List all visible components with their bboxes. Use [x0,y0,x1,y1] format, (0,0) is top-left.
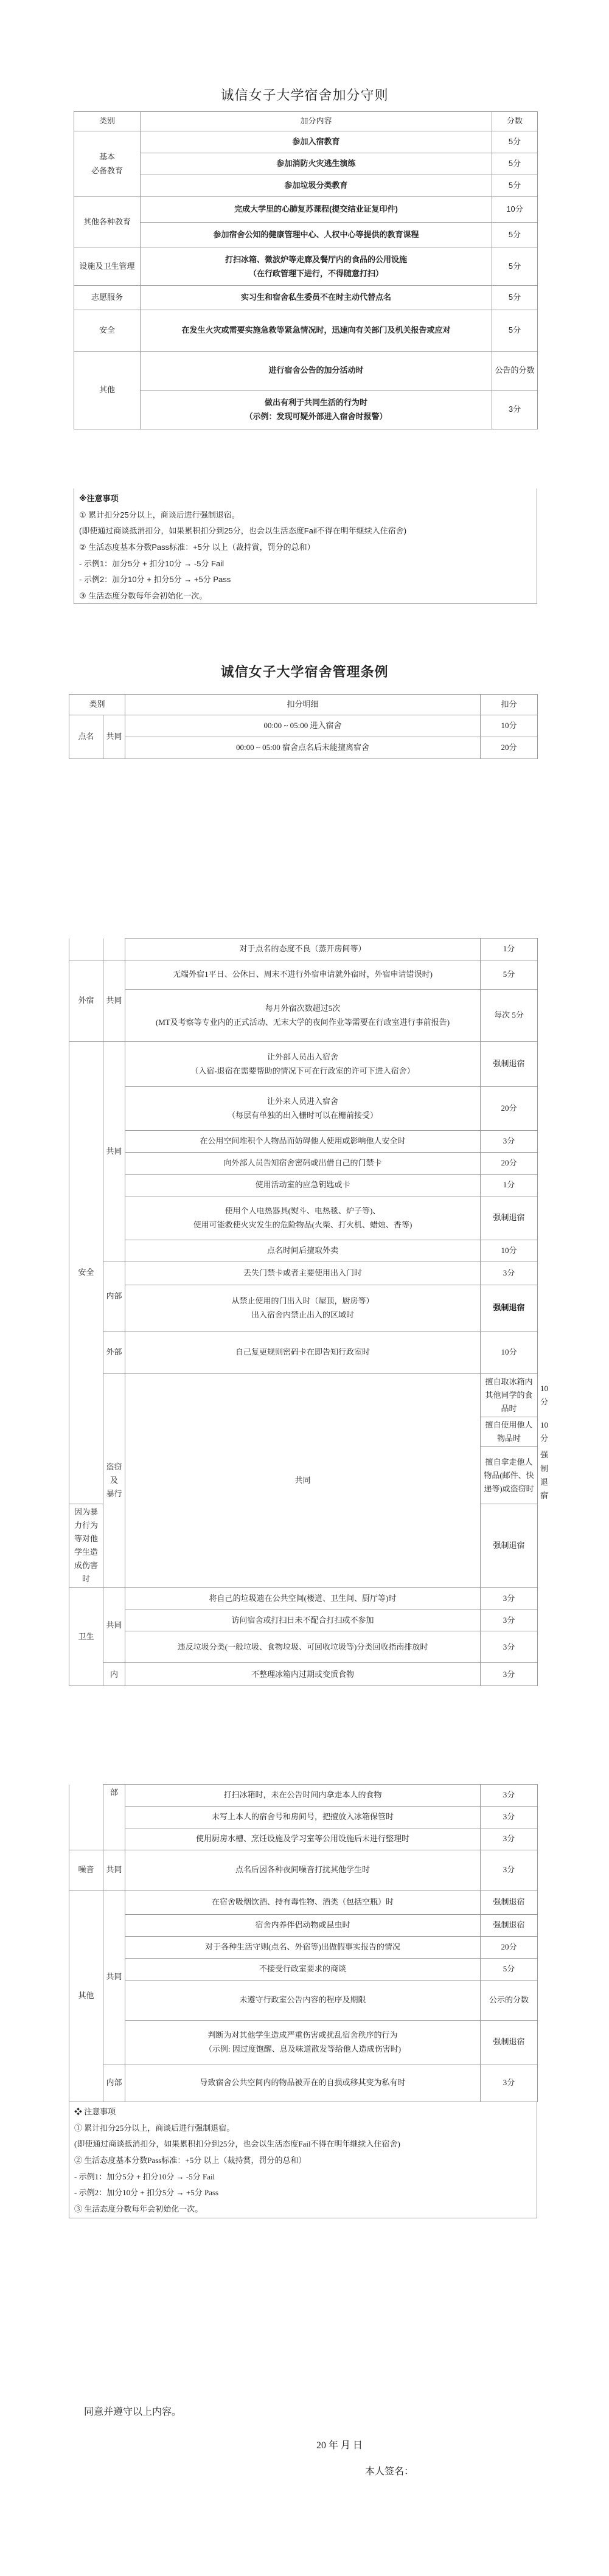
content-cell: 让外部人员出入宿舍 （入宿-退宿在需要帮助的情况下可在行政室的许可下进入宿舍） [125,1042,481,1087]
content-cell: 进行宿舍公告的加分活动时 [141,352,492,391]
note-line: - 示例2：加分10分 + 扣分5分 → +5分 Pass [74,2188,219,2198]
table-header [69,695,538,715]
score-cell: 5分 [481,960,538,990]
content-cell: 未遵守行政室公告内容的程序及期限 [125,1981,481,2021]
management-notes [69,2102,537,2218]
content-cell: 宿舍内养伴侣动物或昆虫时 [125,1915,481,1937]
category-cell: 外宿 [69,960,103,1042]
score-cell: 3分 [481,1785,538,1807]
content-cell: 擅自拿走他人物品(邮件、快递等)或盗窃时 [481,1447,538,1504]
score-cell: 强制退宿 [481,1915,538,1937]
table-row [69,2021,538,2064]
agreement-text: 同意并遵守以上内容。 [84,2407,182,2417]
score-cell: 3分 [481,1631,538,1663]
table-row [69,1087,538,1131]
sub-category-cell: 共同 [125,1374,481,1588]
category-cell: 志愿服务 [74,286,141,310]
table-row [69,1042,538,1087]
table-row [69,1890,538,1915]
category-cell: 噪音 [69,1850,103,1890]
score-cell: 3分 [481,2064,538,2102]
table-row: 盗窃 及 暴行 共同 擅自取冰箱内其他同学的食品时 10分 [69,1374,538,1417]
sub-category-cell: 内部 [103,1262,125,1331]
sub-category-cell: 外部 [103,1331,125,1374]
table-row [74,197,538,223]
table-row [69,715,538,737]
sub-category-cell: 内部 [103,2064,125,2102]
content-cell: 将自己的垃圾遗在公共空间(楼道、卫生间、厨厅等)时 [125,1588,481,1609]
table-row [69,1196,538,1240]
management-rules-table [69,694,538,759]
note-line: (即使通过商谈抵消扣分，如果累积扣分到25分，也会以生活态度Fail不得在明年继续入住宿舍) [74,2139,400,2149]
score-cell: 公告的分数 [492,352,538,391]
score-cell: 3分 [481,1663,538,1686]
score-cell: 5分 [492,286,538,310]
content-cell: 点名后因各种夜间噪音打扰其他学生时 [125,1850,481,1890]
note-line: ② 生活态度基本分数Pass标准：+5分 以上（裁持賞，罚分的总和） [79,542,315,552]
score-cell: 强制退宿 [481,1042,538,1087]
content-cell: 让外来人员进入宿舍 （每层有单独的出入栅时可以在栅前接受） [125,1087,481,1131]
table-row [69,1807,538,1828]
score-cell: 20分 [481,737,538,759]
content-cell: 使用个人电热器具(熨斗、电热毯、炉子等)、 使用可能救使火灾发生的危险物品(火柴、打火机、蜡烛、香等) [125,1196,481,1240]
table-row [69,990,538,1042]
content-cell: 擅自使用他人物品时 [481,1417,538,1447]
note-line: (即使通过商谈抵消扣分，如果累积扣分到25分，也会以生活态度Fail不得在明年继续入住宿舍) [79,526,407,536]
header-cell: 类别 [74,112,141,131]
score-cell: 强制退宿 [481,1890,538,1915]
score-cell: 强制退宿 [481,1196,538,1240]
table-row [69,1285,538,1331]
sub-category-cell: 共同 [103,1042,125,1262]
note-line: ② 生活态度基本分数Pass标准：+5分 以上（裁持賞，罚分的总和） [74,2155,307,2165]
sub-category-cell: 共同 [103,1890,125,2064]
content-cell: 使用厨房水槽、烹饪设施及学习室等公用设施后未进行整理时 [125,1828,481,1850]
table-row [69,1937,538,1959]
score-cell: 1分 [481,939,538,960]
notes-header: ❖ 注意事项 [74,2107,116,2116]
content-cell: 使用活动室的应急钥匙或卡 [125,1175,481,1196]
score-cell: 公示的分数 [481,1981,538,2021]
management-rules-table-continued [69,938,549,1686]
table-row [69,1175,538,1196]
table-row [69,1828,538,1850]
category-cell: 安全 [69,1042,103,1504]
category-cell: 其他 [74,352,141,429]
table-row [69,939,538,960]
score-cell: 5分 [492,131,538,153]
content-cell: 因为暴力行为等对他学生造成伤害时 [69,1504,103,1588]
content-cell: 向外部人员告知宿舍密码或出借自己的门禁卡 [125,1153,481,1175]
score-cell: 强制退宿 [481,1285,538,1331]
table-row [69,1240,538,1262]
note-line: - 示例1：加分5分 + 扣分10分 → -5分 Fail [79,558,224,568]
score-cell: 5分 [481,1959,538,1981]
table-header [74,112,538,131]
score-cell: 5分 [492,223,538,248]
table-row [74,175,538,197]
sub-category-cell: 共同 [103,960,125,1042]
score-cell: 3分 [481,1828,538,1850]
score-cell: 5分 [492,153,538,175]
bonus-notes [74,488,537,604]
content-cell: 在公用空间堆积个人物品而妨碍他人使用或影响他人安全时 [125,1131,481,1153]
table-row [69,1959,538,1981]
content-cell: 参加消防火灾逃生演练 [141,153,492,175]
content-cell: 00:00 ~ 05:00 进入宿舍 [125,715,481,737]
content-cell: 在宿舍吸烟饮酒、持有毒性物、酒类（包括空瓶）时 [125,1890,481,1915]
content-cell: 参加入宿教育 [141,131,492,153]
content-cell: 无端外宿1平日、公休日、周末不进行外宿申请就外宿时，外宿申请错误时) [125,960,481,990]
category-cell: 安全 [74,310,141,352]
bonus-rules-title: 诚信女子大学宿舍加分守则 [220,88,389,103]
table-row [69,737,538,759]
score-cell: 3分 [481,1807,538,1828]
score-cell: 20分 [481,1087,538,1131]
note-line: ① 累计扣分25分以上，商谈后进行强制退宿。 [74,2123,235,2133]
content-cell: 判断为对其他学生造成严重伤害或扰乱宿舍秩序的行为 （示例: 因过度饱醒、息及味道散发等给他人造成伤害时) [125,2021,481,2064]
score-cell: 3分 [481,1262,538,1285]
score-cell: 每次 5分 [481,990,538,1042]
score-cell: 5分 [492,248,538,286]
content-cell: 00:00 ~ 05:00 宿舍点名后未能擅离宿舍 [125,737,481,759]
table-row [69,1131,538,1153]
bonus-rules-table [74,111,538,429]
note-line: ③ 生活态度分数每年会初始化一次。 [79,591,207,600]
header-cell: 分数 [492,112,538,131]
score-cell: 3分 [481,1609,538,1631]
content-cell: 点名时间后擅取外卖 [125,1240,481,1262]
sub-category-cell: 部 [103,1785,125,1850]
score-cell: 5分 [492,175,538,197]
table-row [69,1663,538,1686]
score-cell: 3分 [481,1588,538,1609]
content-cell: 从禁止使用的门出入时（屋顶，厨房等） 出入宿舍内禁止出入的区域时 [125,1285,481,1331]
signature-line: 本人签名： [365,2467,414,2477]
table-row [69,1850,538,1890]
score-cell: 强制退宿 [481,2021,538,2064]
content-cell: 打扫冰箱时，未在公告时间内拿走本人的食物 [125,1785,481,1807]
note-line: - 示例1：加分5分 + 扣分10分 → -5分 Fail [74,2172,215,2181]
content-cell: 打扫冰箱、微波炉等走廊及餐厅内的食品的公用设施 （在行政管理下进行，不得随意打扫） [141,248,492,286]
content-cell: 对于点名的态度不良（蒸开房间等） [125,939,481,960]
sub-category-cell: 内 [103,1663,125,1686]
notes-header: ※注意事项 [79,494,119,503]
table-row [69,1588,538,1609]
content-cell: 参加宿舍公知的健康管理中心、人权中心等提供的教育课程 [141,223,492,248]
content-cell: 自己复更规则密码卡在即告知行政室时 [125,1331,481,1374]
score-cell: 20分 [481,1153,538,1175]
table-row [69,1262,538,1285]
category-cell: 设施及卫生管理 [74,248,141,286]
score-cell: 10分 [492,197,538,223]
header-cell: 加分内容 [141,112,492,131]
score-cell: 10分 [481,1240,538,1262]
table-row [69,2064,538,2102]
note-line: - 示例2：加分10分 + 扣分5分 → +5分 Pass [79,575,231,585]
table-row [69,1609,538,1631]
content-cell: 违反垃圾分类(一般垃圾、食物垃圾、可回收垃圾等)分类回收指南排放时 [125,1631,481,1663]
table-row [74,131,538,153]
content-cell: 不整理冰箱内过期或变质食物 [125,1663,481,1686]
note-line: ① 累计扣分25分以上，商谈后进行强制退宿。 [79,510,240,519]
sub-category-cell: 共同 [103,1588,125,1663]
header-cell: 扣分明细 [125,695,481,715]
table-row [74,286,538,310]
management-rules-table-continued-2 [69,1784,538,2102]
table-row [69,1785,538,1807]
score-cell: 强制退宿 [481,1504,538,1588]
management-rules-title: 诚信女子大学宿舍管理条例 [220,664,389,679]
content-cell: 完成大学里的心肺复苏课程(提交结业证复印件) [141,197,492,223]
table-row: 擅自使用他人物品时 10分 [69,1417,538,1447]
category-cell: 点名 [69,715,103,759]
score-cell: 3分 [481,1131,538,1153]
table-row: 擅自拿走他人物品(邮件、快递等)或盗窃时 强制退宿 [69,1447,538,1504]
table-row [74,352,538,391]
sub-category-cell: 共同 [103,715,125,759]
table-row [74,310,538,352]
content-cell: 未写上本人的宿舍号和房间号，把擅放入冰箱保管时 [125,1807,481,1828]
category-cell: 其他各种教育 [74,197,141,248]
header-cell: 类别 [69,695,125,715]
content-cell: 在发生火灾或需要实施急救等紧急情况时，迅速向有关部门及机关报告或应对 [141,310,492,352]
content-cell: 不接受行政室要求的商谈 [125,1959,481,1981]
category-cell: 基本 必备教育 [74,131,141,197]
content-cell: 对于各种生活守则(点名、外宿等)出做假事实报告的情况 [125,1937,481,1959]
note-line: ③ 生活态度分数每年会初始化一次。 [74,2204,203,2213]
category-cell: 盗窃 及 暴行 [103,1374,125,1588]
score-cell: 3分 [492,391,538,429]
content-cell: 实习生和宿舍私生委员不在时主动代替点名 [141,286,492,310]
table-row [69,1631,538,1663]
content-cell: 擅自取冰箱内其他同学的食品时 [481,1374,538,1417]
score-cell: 3分 [481,1850,538,1890]
table-row [69,960,538,990]
table-row [69,1915,538,1937]
score-cell: 5分 [492,310,538,352]
date-line: 20 年 月 日 [316,2440,363,2451]
table-row [74,391,538,429]
category-cell: 卫生 [69,1588,103,1686]
category-cell: 其他 [69,1890,103,2102]
table-row [74,223,538,248]
table-row [69,1981,538,2021]
score-cell: 10分 [481,1331,538,1374]
content-cell: 参加垃圾分类教育 [141,175,492,197]
content-cell: 导致宿舍公共空间内的物品被弄在的自损或移其变为私有时 [125,2064,481,2102]
table-row [74,248,538,286]
score-cell: 20分 [481,1937,538,1959]
content-cell: 做出有利于共同生活的行为时 （示例：发现可疑外部进入宿舍时报警） [141,391,492,429]
table-row [69,1153,538,1175]
table-row [69,1331,538,1374]
score-cell: 10分 [481,715,538,737]
content-cell: 访问宿舍或打扫日未不配合打扫或不参加 [125,1609,481,1631]
table-row [74,153,538,175]
sub-category-cell: 共同 [103,1850,125,1890]
score-cell: 1分 [481,1175,538,1196]
content-cell: 每月外宿次数超过5次 (MT及考察等专业内的正式活动、无末大学的夜间作业等需要在行政室进行事前报告) [125,990,481,1042]
content-cell: 丢失门禁卡或者主要使用出入门时 [125,1262,481,1285]
header-cell: 扣分 [481,695,538,715]
